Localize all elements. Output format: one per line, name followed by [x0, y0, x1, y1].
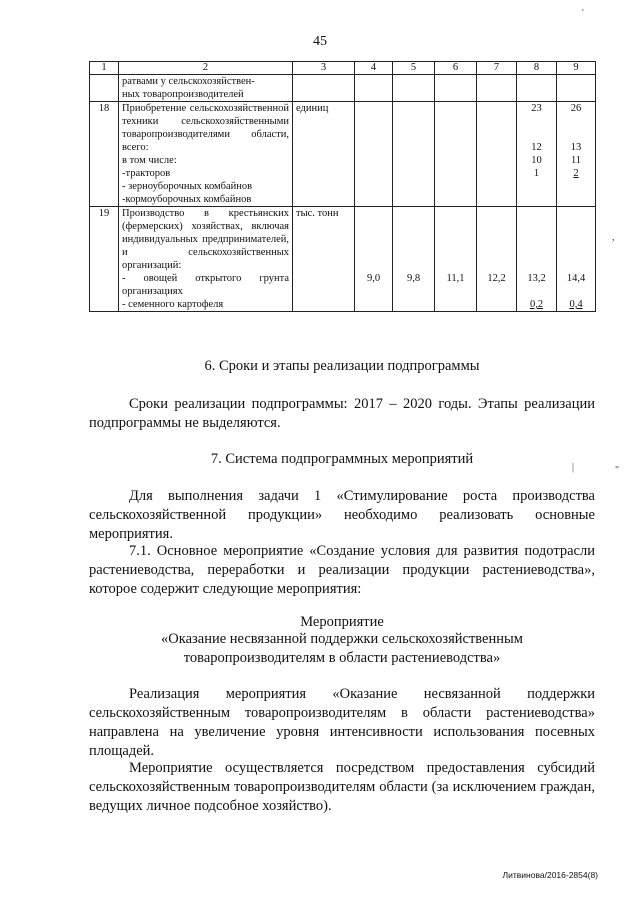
section-7-paragraph-2: 7.1. Основное мероприятие «Создание условия для развития подотрасли растениеводства, переработки и реализации продукции растениеводства», которое содержит следующие мероприятия: — [89, 543, 595, 597]
header-cell: 4 — [355, 62, 393, 75]
header-cell: 8 — [517, 62, 557, 75]
measure-title-label: Мероприятие — [300, 614, 384, 630]
measure-paragraph-2: Мероприятие осуществляется посредством предоставления субсидий сельскохозяйственным товаропроизводителям области (за исключением граждан, ведущих личное подсобное хозяйство). — [89, 760, 595, 814]
value-cell-col9: 26 13 11 2 — [557, 102, 596, 207]
continuation-text: ратвами у сельскохозяйствен- ных товаропроизводителей — [119, 75, 293, 102]
row-number: 19 — [90, 207, 119, 312]
indicator-name: Приобретение сельскохозяйственной техники сельскохозяйственными товаропроизводителями области, всего: в том числе: -тракторов - зерноуборочных комбайнов -кормоуборочных комбайнов — [119, 102, 293, 207]
indicator-name: Производство в крестьянских (фермерских) хозяйствах, включая индивидуальных предпринимателей, и сельскохозяйственных организаций: - овощей открытого грунта организациях - семенного картофеля — [119, 207, 293, 312]
measure-paragraph-1: Реализация мероприятия «Оказание несвязанной поддержки сельскохозяйственным товаропроизводителям в области растениеводства» направлена на увеличение уровня интенсивности использования посевных площадей. — [89, 686, 595, 759]
table-row-18 — [90, 102, 596, 207]
table-row-19 — [90, 207, 596, 312]
document-code: Литвинова/2016-2854(8) — [502, 870, 598, 880]
value-cell-col6: 11,1 — [435, 207, 477, 312]
value-cell-col4: 9,0 — [355, 207, 393, 312]
section-7-paragraph-1: Для выполнения задачи 1 «Стимулирование роста производства сельскохозяйственной продукции» необходимо реализовать основные мероприятия. — [89, 488, 595, 542]
header-cell: 5 — [393, 62, 435, 75]
scan-mark: | — [572, 462, 575, 473]
row-number: 18 — [90, 102, 119, 207]
header-cell: 2 — [119, 62, 293, 75]
header-cell: 9 — [557, 62, 596, 75]
header-cell: 7 — [477, 62, 517, 75]
value-cell-col8: 23 12 10 1 — [517, 102, 557, 207]
header-cell: 6 — [435, 62, 477, 75]
section-6-text: Сроки реализации подпрограммы: 2017 – 2020 годы. Этапы реализации подпрограммы не выделяются. — [89, 396, 595, 431]
indicators-table — [89, 61, 596, 312]
value-cell-col5: 9,8 — [393, 207, 435, 312]
page-number: 45 — [313, 34, 327, 49]
scan-mark: " — [615, 465, 620, 476]
table-row-continuation — [90, 75, 596, 102]
header-cell: 3 — [293, 62, 355, 75]
unit-cell: единиц — [293, 102, 355, 207]
scan-mark: ' — [582, 8, 584, 19]
measure-title: «Оказание несвязанной поддержки сельскохозяйственным товаропроизводителям в области растениеводства» — [161, 631, 523, 666]
value-cell-col7: 12,2 — [477, 207, 517, 312]
section-7-title: 7. Система подпрограммных мероприятий — [210, 451, 474, 467]
value-cell-col9: 14,4 0,4 — [557, 207, 596, 312]
scan-mark: , — [612, 232, 615, 243]
section-6-title: 6. Сроки и этапы реализации подпрограммы — [204, 358, 480, 374]
value-cell-col8: 13,2 0,2 — [517, 207, 557, 312]
header-cell: 1 — [90, 62, 119, 75]
table-header-row — [90, 62, 596, 75]
unit-cell: тыс. тонн — [293, 207, 355, 312]
